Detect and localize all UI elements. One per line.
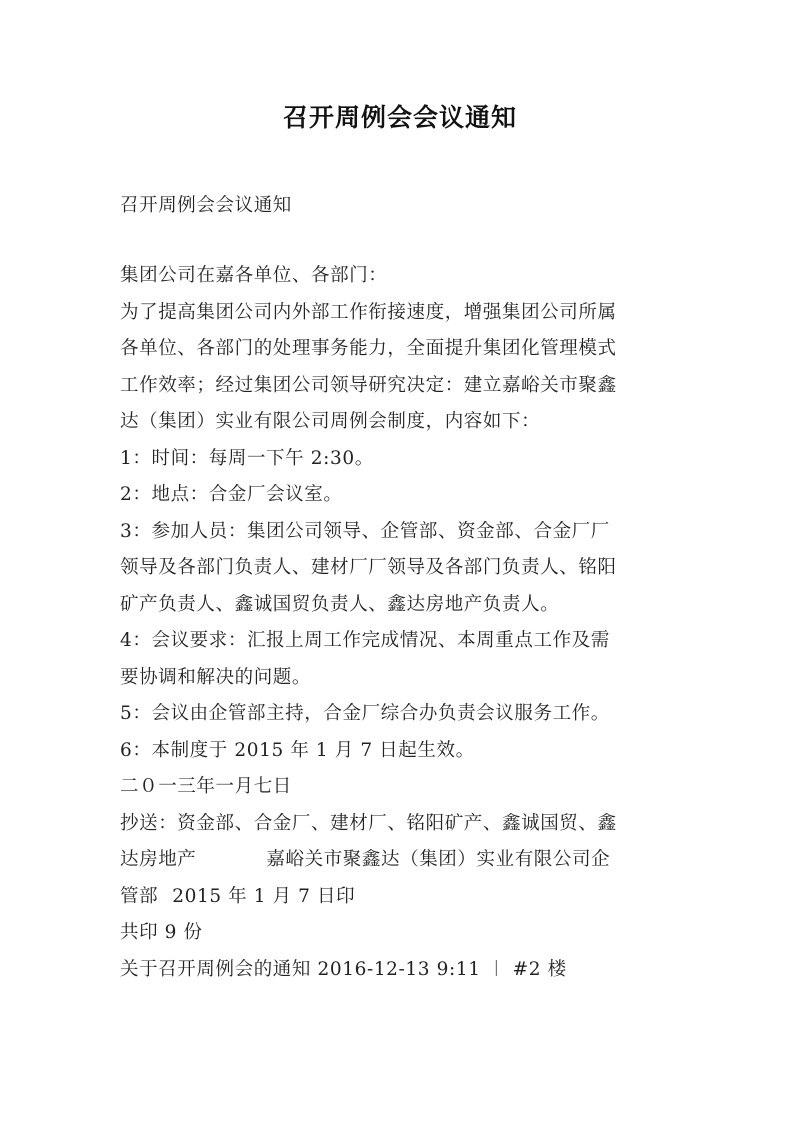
issuer-name-end: 管部 <box>120 885 159 907</box>
cc-issuer-line <box>120 842 690 879</box>
issuer-name: 嘉峪关市聚鑫达（集团）实业有限公司企 <box>266 849 611 870</box>
item-time-line: 1：时间：每周一下午 2:30。 <box>120 447 374 469</box>
cc-line-end: 达房地产 <box>120 849 197 870</box>
body-line: 为了提高集团公司内外部工作衔接速度，增强集团公司所属 <box>120 301 617 323</box>
copies-line: 共印 9 份 <box>120 922 203 943</box>
item-requirements-line: 4：会议要求：汇报上周工作完成情况、本周重点工作及需 <box>120 630 610 651</box>
item-host-line: 5：会议由企管部主持，合金厂综合办负责会议服务工作。 <box>120 703 610 724</box>
date-line: 二０一三年一月七日 <box>120 776 292 797</box>
print-date-line <box>120 879 690 916</box>
item-location-line: 2：地点：合金厂会议室。 <box>120 484 343 505</box>
body-line: 各单位、各部门的处理事务能力，全面提升集团化管理模式 <box>120 338 617 359</box>
item-effective-line: 6：本制度于 2015 年 1 月 7 日起生效。 <box>120 739 475 761</box>
item-attendees-line: 矿产负责人、鑫诚国贸负责人、鑫达房地产负责人。 <box>120 593 560 615</box>
salutation-line: 集团公司在嘉各单位、各部门： <box>120 265 388 286</box>
body-line: 工作效率；经过集团公司领导研究决定：建立嘉峪关市聚鑫 <box>120 374 617 396</box>
item-requirements-line: 要协调和解决的问题。 <box>120 666 312 688</box>
body-line: 达（集团）实业有限公司周例会制度，内容如下： <box>120 411 541 432</box>
print-date: 2015 年 1 月 7 日印 <box>172 885 356 907</box>
document-subtitle: 召开周例会会议通知 <box>120 195 292 216</box>
document-title: 召开周例会会议通知 <box>282 103 517 132</box>
item-attendees-line: 领导及各部门负责人、建材厂厂领导及各部门负责人、铭阳 <box>120 557 617 578</box>
cc-line: 抄送：资金部、合金厂、建材厂、铭阳矿产、鑫诚国贸、鑫 <box>120 812 617 834</box>
item-attendees-line: 3：参加人员：集团公司领导、企管部、资金部、合金厂厂 <box>120 520 610 542</box>
document-body <box>120 258 690 988</box>
footer-line: 关于召开周例会的通知 2016-12-13 9:11 ︱ #2 楼 <box>120 958 567 980</box>
